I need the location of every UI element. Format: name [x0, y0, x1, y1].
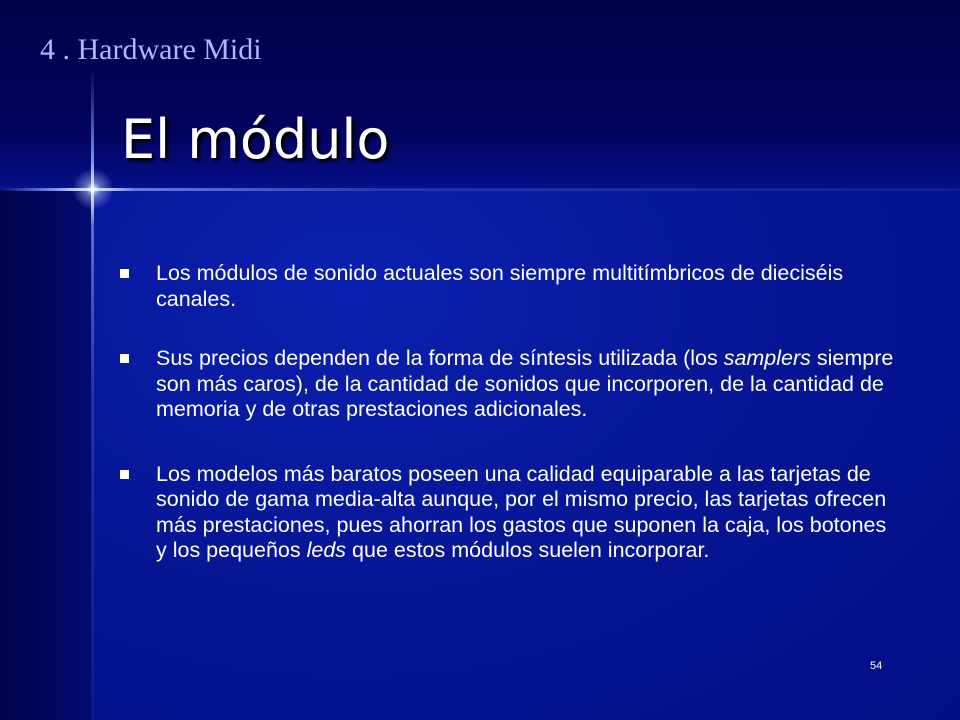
bullet-list [118, 261, 898, 598]
star-flare-icon [72, 168, 114, 210]
bullet-text-italic: leds [306, 538, 347, 562]
slide-title: El módulo [121, 108, 390, 171]
bullet-text-segment: siempre son más caros), de la cantidad de sonidos que incorporen, de la cantidad de memoria y de otras prestaciones adicionales. [156, 346, 894, 421]
square-bullet-icon [120, 269, 129, 278]
square-bullet-icon [120, 470, 129, 479]
horizontal-light-streak [0, 188, 960, 191]
bullet-text-italic: samplers [723, 346, 811, 370]
section-label: 4 . Hardware Midi [40, 33, 262, 66]
bullet-text-segment: Los modelos más baratos poseen una calidad equiparable a las tarjetas de sonido de gama media-alta aunque, por el mismo precio, las tarjetas ofrecen más prestaciones, pues ahorran los gastos que suponen la caja, los botones y los pequeños [156, 461, 887, 562]
bullet-item [118, 346, 898, 423]
bullet-text-segment: Los módulos de sonido actuales son siempre multitímbricos de dieciséis canales. [156, 261, 844, 311]
bullet-item [118, 261, 898, 312]
bullet-text [156, 462, 886, 563]
square-bullet-icon [120, 354, 129, 363]
slide-left-band [0, 190, 92, 720]
bullet-text [156, 346, 893, 421]
bullet-item [118, 462, 898, 564]
bullet-text [156, 261, 843, 311]
bullet-text-segment: Sus precios dependen de la forma de síntesis utilizada (los [156, 346, 724, 370]
page-number: 54 [870, 660, 883, 672]
bullet-text-segment: que estos módulos suelen incorporar. [346, 538, 710, 562]
